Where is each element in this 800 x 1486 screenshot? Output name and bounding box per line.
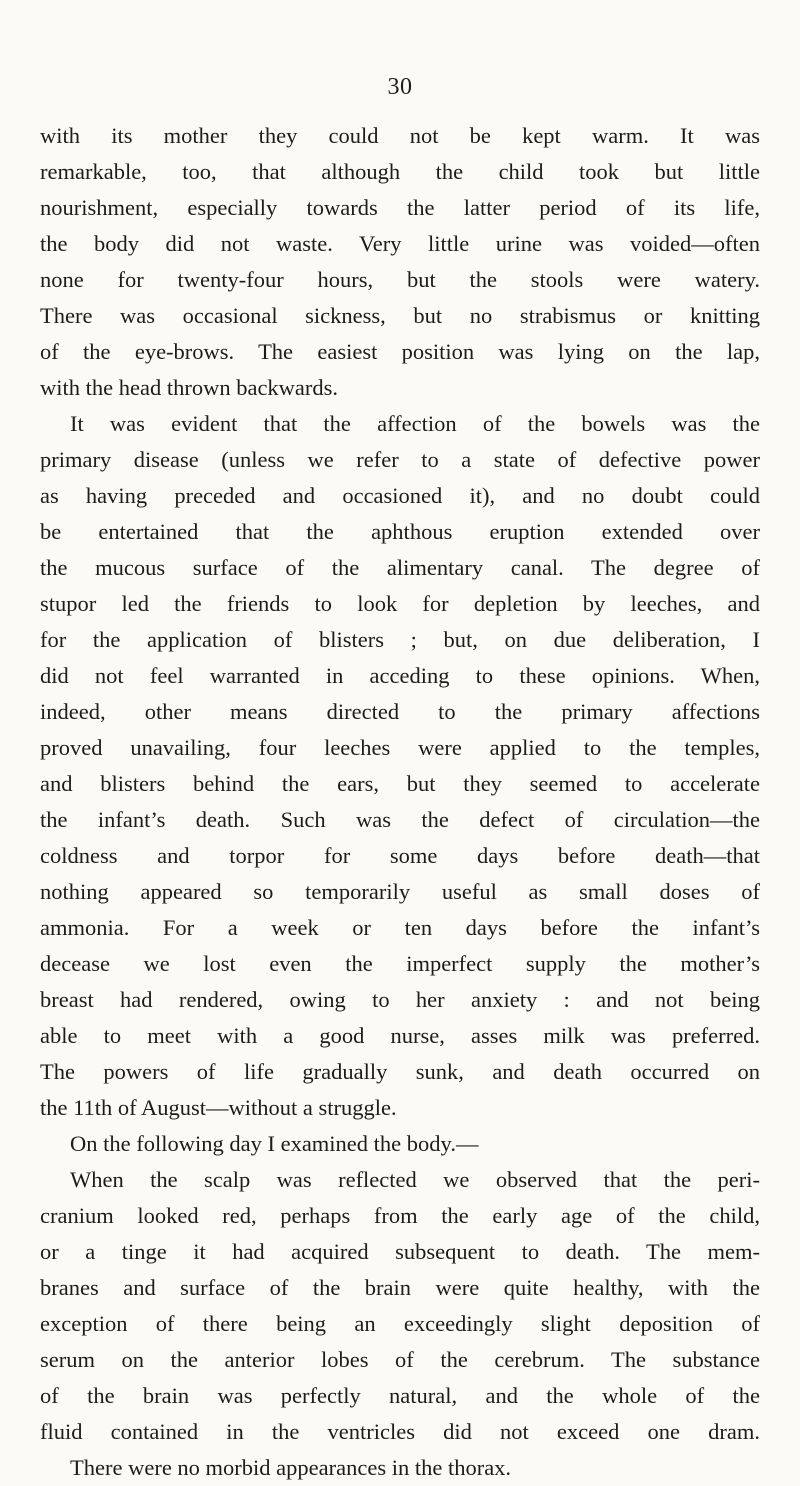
text-line: able to meet with a good nurse, asses milk was preferred.	[40, 1023, 760, 1048]
text-line: The powers of life gradually sunk, and death occurred on	[40, 1059, 760, 1084]
text-line: coldness and torpor for some days before death—that	[40, 843, 760, 868]
text-line: the body did not waste. Very little urine was voided—often	[40, 231, 760, 256]
text-line: or a tinge it had acquired subsequent to death. The mem-	[40, 1239, 760, 1264]
text-line: with the head thrown backwards.	[40, 375, 339, 400]
text-line: indeed, other means directed to the primary affections	[40, 699, 760, 724]
text-line: the 11th of August—without a struggle.	[40, 1095, 397, 1120]
text-line: exception of there being an exceedingly slight deposition of	[40, 1311, 760, 1336]
text-line: fluid contained in the ventricles did not exceed one dram.	[40, 1419, 760, 1444]
text-line: ammonia. For a week or ten days before the infant’s	[40, 915, 760, 940]
text-line: proved unavailing, four leeches were applied to the temples,	[40, 735, 760, 760]
text-line: On the following day I examined the body.—	[70, 1131, 479, 1156]
text-line: none for twenty-four hours, but the stools were watery.	[40, 267, 760, 292]
text-line: breast had rendered, owing to her anxiety : and not being	[40, 987, 760, 1012]
page-number: 30	[387, 74, 413, 100]
text-line: be entertained that the aphthous eruption extended over	[40, 519, 760, 544]
text-line: When the scalp was reflected we observed that the peri-	[70, 1167, 760, 1192]
text-line: did not feel warranted in acceding to these opinions. When,	[40, 663, 760, 688]
text-line: remarkable, too, that although the child took but little	[40, 159, 760, 184]
text-line: of the brain was perfectly natural, and the whole of the	[40, 1383, 760, 1408]
text-line: of the eye-brows. The easiest position was lying on the lap,	[40, 339, 760, 364]
text-line: nourishment, especially towards the latter period of its life,	[40, 195, 760, 220]
text-line: the infant’s death. Such was the defect of circulation—the	[40, 807, 760, 832]
body-text	[40, 118, 760, 1486]
text-line: There were no morbid appearances in the thorax.	[70, 1455, 512, 1480]
text-line: and blisters behind the ears, but they seemed to accelerate	[40, 771, 760, 796]
text-line: for the application of blisters ; but, on due deliberation, I	[40, 627, 760, 652]
text-line: serum on the anterior lobes of the cerebrum. The substance	[40, 1347, 760, 1372]
text-line: nothing appeared so temporarily useful as small doses of	[40, 879, 760, 904]
text-line: with its mother they could not be kept warm. It was	[40, 123, 760, 148]
text-line: decease we lost even the imperfect supply the mother’s	[40, 951, 760, 976]
text-line: There was occasional sickness, but no strabismus or knitting	[40, 303, 760, 328]
text-line: It was evident that the affection of the bowels was the	[70, 411, 760, 436]
text-line: primary disease (unless we refer to a state of defective power	[40, 447, 760, 472]
text-line: cranium looked red, perhaps from the early age of the child,	[40, 1203, 760, 1228]
text-line: branes and surface of the brain were quite healthy, with the	[40, 1275, 760, 1300]
text-line: as having preceded and occasioned it), and no doubt could	[40, 483, 760, 508]
text-line: stupor led the friends to look for depletion by leeches, and	[40, 591, 760, 616]
text-line: the mucous surface of the alimentary canal. The degree of	[40, 555, 760, 580]
